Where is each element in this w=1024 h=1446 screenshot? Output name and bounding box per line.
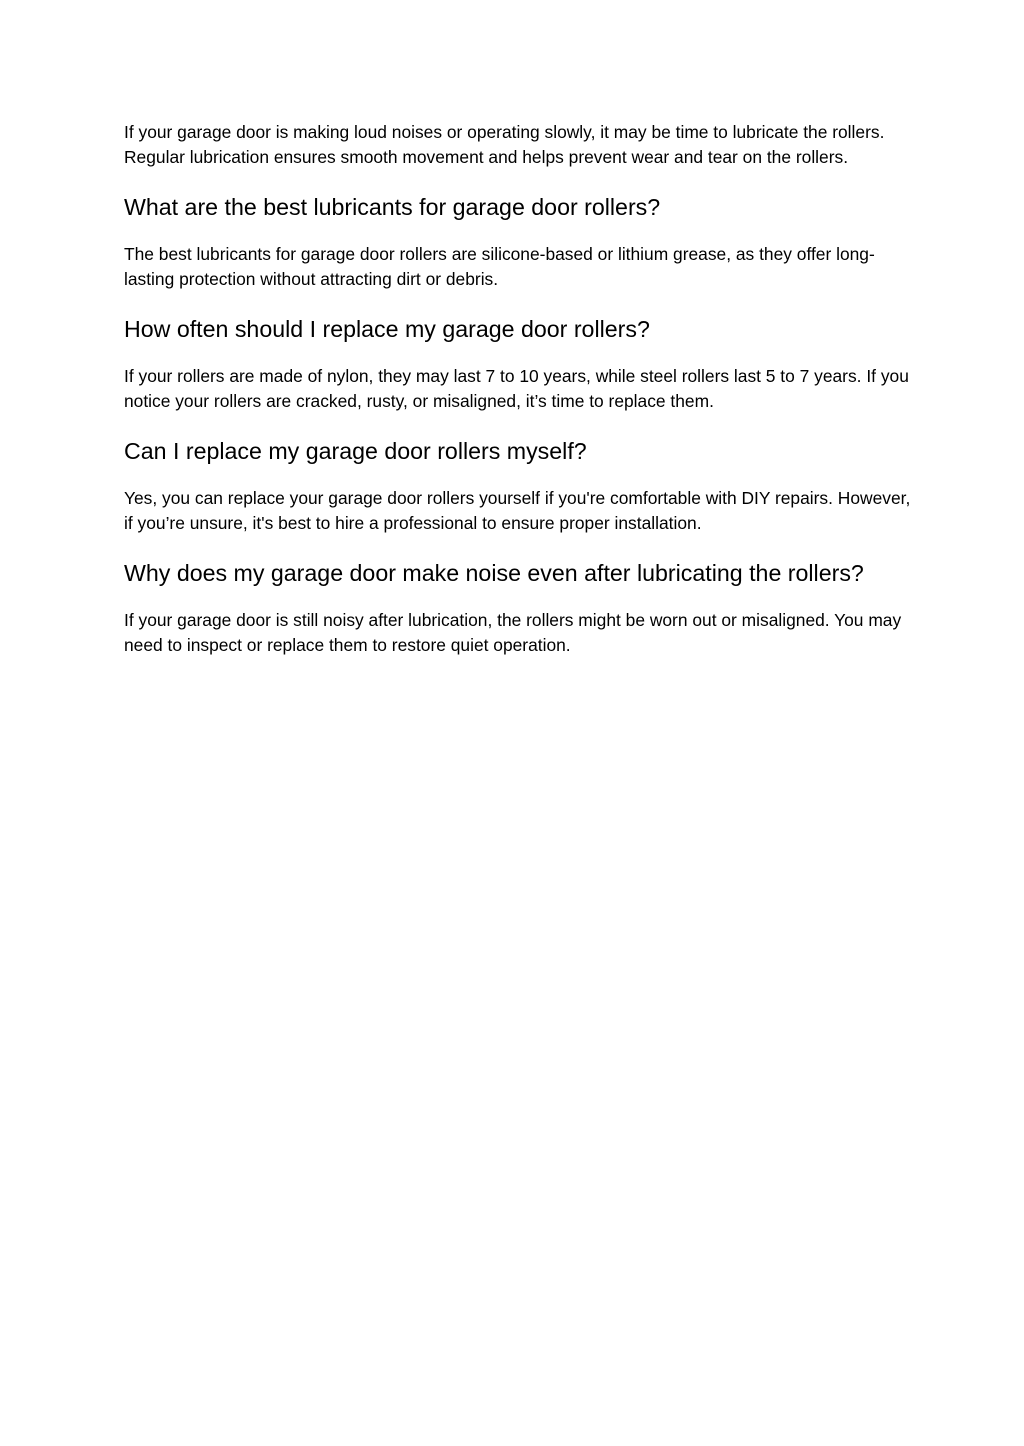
faq-item-replace-frequency xyxy=(124,314,914,414)
faq-answer: The best lubricants for garage door rollers are silicone-based or lithium grease, as they offer long-lasting protection without attracting dirt or debris. xyxy=(124,244,875,289)
faq-item-noise xyxy=(124,558,914,658)
faq-question: What are the best lubricants for garage door rollers? xyxy=(124,194,661,220)
faq-answer: Yes, you can replace your garage door rollers yourself if you're comfortable with DIY repairs. However, if you’re unsure, it's best to hire a professional to ensure proper installation. xyxy=(124,488,911,533)
faq-question: How often should I replace my garage door rollers? xyxy=(124,316,650,342)
faq-answer: If your garage door is still noisy after lubrication, the rollers might be worn out or misaligned. You may need to inspect or replace them to restore quiet operation. xyxy=(124,610,902,655)
faq-question: Why does my garage door make noise even after lubricating the rollers? xyxy=(124,560,864,586)
intro-paragraph: If your garage door is making loud noises or operating slowly, it may be time to lubricate the rollers. Regular lubrication ensures smooth movement and helps prevent wear and tear on the rollers. xyxy=(124,122,885,167)
document-page xyxy=(124,120,914,680)
faq-item-diy-replace xyxy=(124,436,914,536)
faq-item-lubricants xyxy=(124,192,914,292)
faq-question: Can I replace my garage door rollers myself? xyxy=(124,438,587,464)
faq-answer: If your rollers are made of nylon, they may last 7 to 10 years, while steel rollers last 5 to 7 years. If you notice your rollers are cracked, rusty, or misaligned, it’s time to replace them. xyxy=(124,366,909,411)
